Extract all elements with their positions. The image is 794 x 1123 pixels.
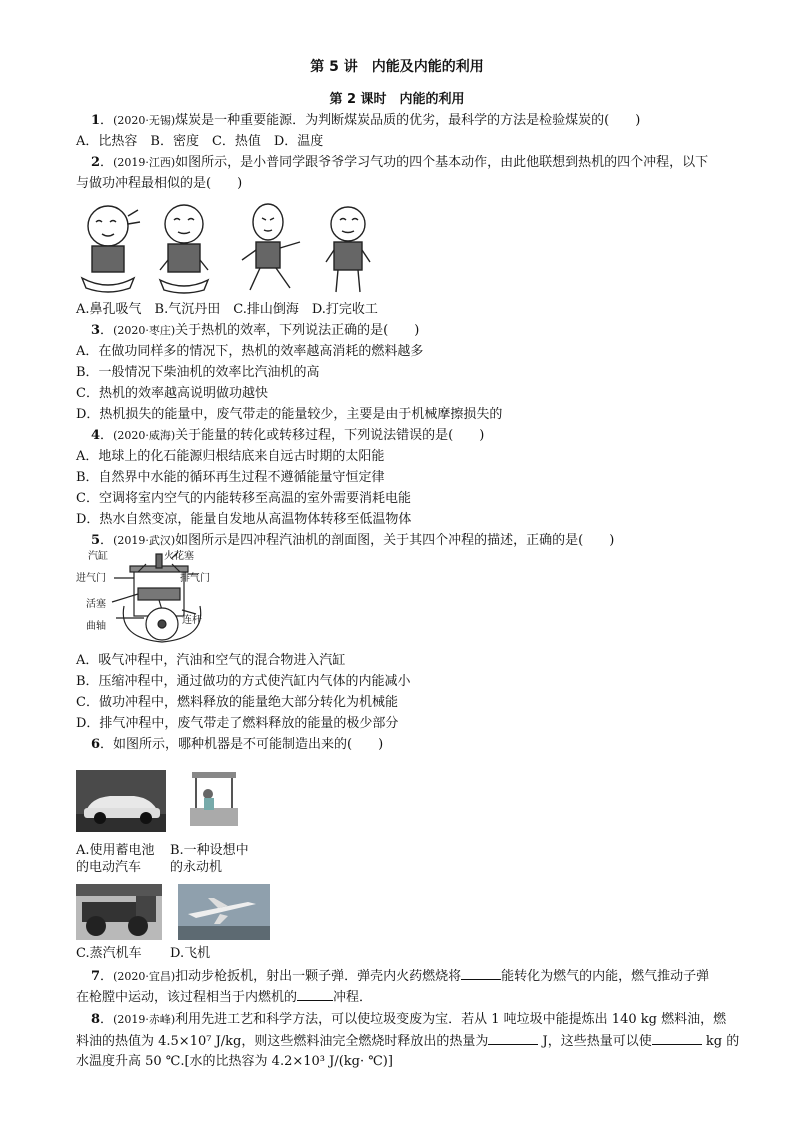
question-3-option-a: A．在做功同样多的情况下，热机的效率越高消耗的燃料越多 bbox=[76, 344, 424, 359]
question-8-line-3: 水温度升高 50 ℃.[水的比热容为 4.2×10³ J/(kg· ℃)] bbox=[76, 1054, 393, 1069]
page-title: 第 5 讲 内能及内能的利用 bbox=[310, 59, 484, 75]
question-3-option-b: B．一般情况下柴油机的效率比汽油机的高 bbox=[76, 365, 320, 380]
label-exhaust-valve: 排气门 bbox=[180, 573, 210, 584]
question-2: 2．(2019·江西)如图所示，是小普同学跟爷爷学习气功的四个基本动作，由此他联想到热机的四个冲程，以下 bbox=[91, 155, 709, 170]
label-connecting-rod: 连杆 bbox=[182, 615, 202, 626]
question-8-line-2: 料油的热值为 4.5×10⁷ J/kg，则这些燃料油完全燃烧时释放出的热量为 J，这些热量可以使 kg 的 bbox=[76, 1034, 740, 1049]
question-4-option-d: D．热水自然变凉，能量自发地从高温物体转移至低温物体 bbox=[76, 512, 412, 527]
answer-blank-4[interactable] bbox=[652, 1032, 702, 1045]
question-5-option-a: A．吸气冲程中，汽油和空气的混合物进入汽缸 bbox=[76, 653, 346, 668]
question-5-option-c: C．做功冲程中，燃料释放的能量绝大部分转化为机械能 bbox=[76, 695, 398, 710]
question-6-option-a-line-2: 的电动汽车 bbox=[76, 860, 142, 875]
label-piston: 活塞 bbox=[86, 599, 106, 610]
question-7-line-2: 在枪膛中运动，该过程相当于内燃机的 冲程． bbox=[76, 990, 373, 1005]
label-cylinder: 汽缸 bbox=[88, 551, 108, 562]
question-3: 3．(2020·枣庄)关于热机的效率，下列说法正确的是( ) bbox=[91, 323, 420, 338]
question-4-option-a: A．地球上的化石能源归根结底来自远古时期的太阳能 bbox=[76, 449, 385, 464]
question-6-option-b-line-2: 的永动机 bbox=[170, 860, 223, 875]
question-3-option-c: C．热机的效率越高说明做功越快 bbox=[76, 386, 268, 401]
question-7: 7．(2020·宜昌)扣动步枪扳机，射出一颗子弹．弹壳内火药燃烧将 能转化为燃气的内能，燃气推动子弹 bbox=[91, 969, 710, 984]
label-intake-valve: 进气门 bbox=[76, 573, 106, 584]
page-subtitle: 第 2 课时 内能的利用 bbox=[329, 92, 465, 107]
perpetual-motion-machine-image bbox=[186, 768, 242, 830]
label-crankshaft: 曲轴 bbox=[86, 621, 106, 632]
question-5-option-b: B．压缩冲程中，通过做功的方式使汽缸内气体的内能减小 bbox=[76, 674, 411, 689]
question-2-options: A.鼻孔吸气 B.气沉丹田 C.排山倒海 D.打完收工 bbox=[76, 302, 378, 317]
figure-d-icon bbox=[326, 207, 370, 292]
question-6-option-a-line-1: A.使用蓄电池 bbox=[76, 843, 155, 858]
question-6: 6．如图所示，哪种机器是不可能制造出来的( ) bbox=[91, 737, 384, 752]
question-1: 1．(2020·无锡)煤炭是一种重要能源．为判断煤炭品质的优劣，最科学的方法是检验煤炭的( ) bbox=[91, 113, 641, 128]
question-6-option-b-line-1: B.一种设想中 bbox=[170, 843, 249, 858]
qigong-figures-image bbox=[76, 200, 396, 298]
question-8: 8．(2019·赤峰)利用先进工艺和科学方法，可以使垃圾变废为宝．若从 1 吨垃圾中能提炼出 140 kg 燃料油，燃 bbox=[91, 1012, 727, 1027]
steam-locomotive-photo bbox=[76, 884, 162, 940]
figure-b-icon bbox=[160, 205, 208, 293]
answer-blank-2[interactable] bbox=[297, 988, 333, 1001]
question-6-option-d: D.飞机 bbox=[170, 946, 211, 961]
label-spark-plug: 火花塞 bbox=[164, 551, 194, 562]
question-2-line-2: 与做功冲程最相似的是( ) bbox=[76, 176, 243, 191]
question-3-option-d: D．热机损失的能量中，废气带走的能量较少，主要是由于机械摩擦损失的 bbox=[76, 407, 503, 422]
airplane-photo bbox=[178, 884, 270, 940]
answer-blank-3[interactable] bbox=[488, 1032, 538, 1045]
figure-a-icon bbox=[82, 206, 140, 292]
electric-car-photo bbox=[76, 770, 166, 832]
question-5-option-d: D．排气冲程中，废气带走了燃料释放的能量的极少部分 bbox=[76, 716, 399, 731]
question-4-option-b: B．自然界中水能的循环再生过程不遵循能量守恒定律 bbox=[76, 470, 385, 485]
answer-blank-1[interactable] bbox=[461, 967, 501, 980]
question-4: 4．(2020·威海)关于能量的转化或转移过程，下列说法错误的是( ) bbox=[91, 428, 485, 443]
question-5: 5．(2019·武汉)如图所示是四冲程汽油机的剖面图，关于其四个冲程的描述，正确的是( ) bbox=[91, 533, 615, 548]
question-6-option-c: C.蒸汽机车 bbox=[76, 946, 142, 961]
question-1-options: A．比热容 B．密度 C．热值 D．温度 bbox=[76, 134, 324, 149]
question-4-option-c: C．空调将室内空气的内能转移至高温的室外需要消耗电能 bbox=[76, 491, 411, 506]
figure-c-icon bbox=[242, 204, 300, 290]
